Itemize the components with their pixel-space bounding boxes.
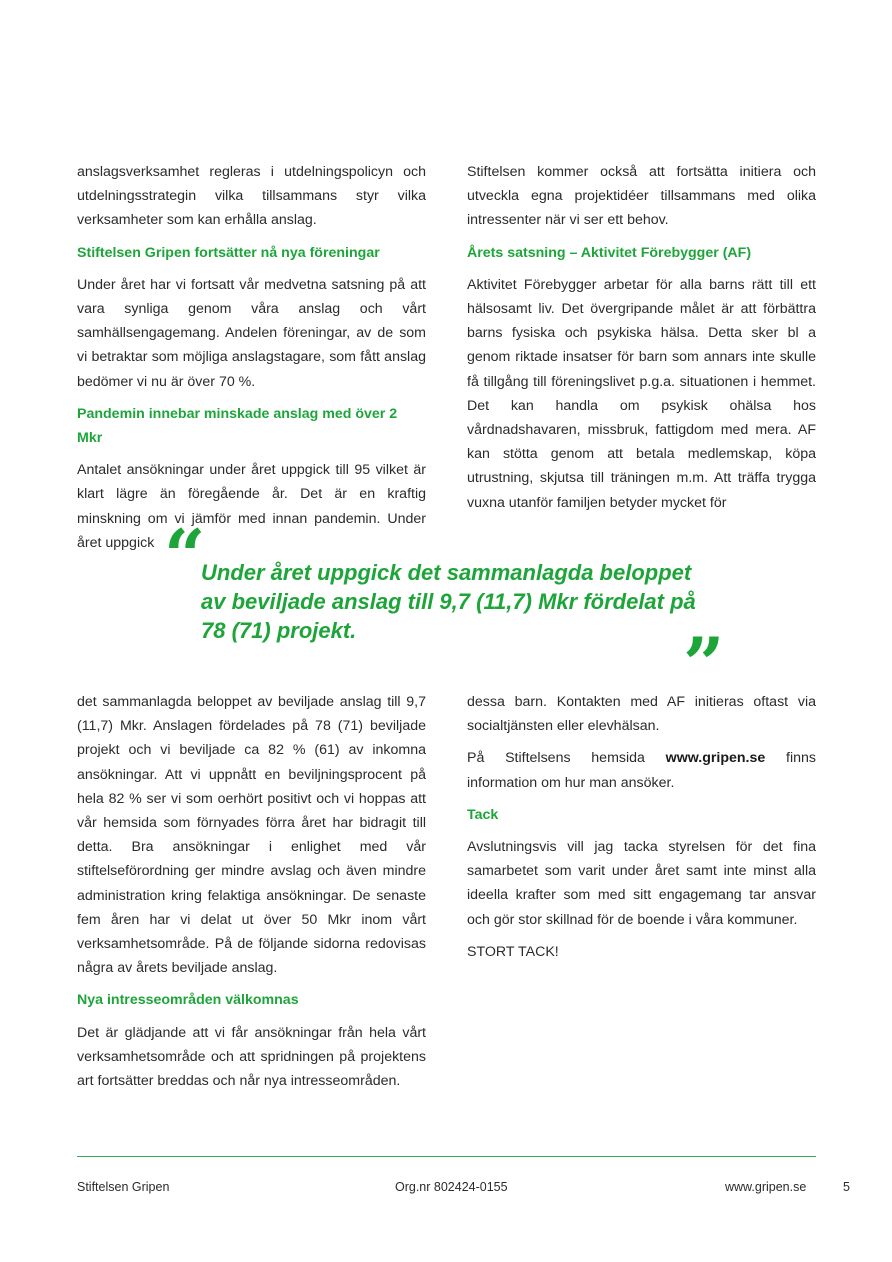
paragraph: Antalet ansökningar under året uppgick till 95 vilket är klart lägre än föregående år. Det är en kraftig minskning om vi jämför med innan pandemin. Under året uppgick — [77, 462, 426, 551]
footer-website: www.gripen.se — [725, 1180, 807, 1194]
section-heading: Nya intresseområden välkomnas — [77, 992, 299, 1009]
website-link[interactable]: www.gripen.se — [665, 750, 766, 767]
paragraph: Under året har vi fortsatt vår medvetna satsning på att vara synliga genom våra anslag och vårt samhällsengagemang. Andelen föreningar, av de som vi betraktar som möjliga anslagstagare, som fått anslag bedömer vi nu är över 70 %. — [77, 276, 426, 390]
pull-quote: Under året uppgick det sammanlagda beloppet av beviljade anslag till 9,7 (11,7) Mkr fördelat på 78 (71) projekt. — [201, 560, 696, 643]
paragraph: Aktivitet Förebygger arbetar för alla barns rätt till ett hälsosamt liv. Det övergripande målet är att förbättra barns fysiska och psykiska hälsa. Detta sker bl a genom riktade insatser för barn som annars inte skulle få tillgång till föreningslivet p.g.a. situationen i hemmet. Det kan handla om psykisk ohälsa hos vårdnadshavaren, missbruk, fattigdom med mera. AF kan stötta genom att betala medlemskap, köpa utrustning, skjutsa till träningen m.m. Att träffa trygga vuxna utanför familjen betyder mycket för — [467, 276, 816, 511]
paragraph: dessa barn. Kontakten med AF initieras oftast via socialtjänsten eller elevhälsan. — [467, 694, 816, 735]
column-3 — [77, 690, 426, 1101]
paragraph: det sammanlagda beloppet av beviljade anslag till 9,7 (11,7) Mkr. Anslagen fördelades på 78 (71) beviljade projekt och vi beviljade ca 82 % (61) av inkomna ansökningar. Att vi uppnått en beviljningsprocent på hela 82 % ser vi som oerhört positivt och vi hoppas att vår hemsida som förnyades förra året har bidragit till detta. Bra ansökningar i enlighet med vår stiftelseförordning ger mindre avslag och även mindre administration kring felaktiga ansökningar. De senaste fem åren har vi delat ut över 50 Mkr inom vårt verksamhetsområde. På de följande sidorna redovisas några av årets beviljade anslag. — [77, 694, 426, 977]
column-2 — [467, 160, 816, 523]
paragraph-text: finns information om hur man ansöker. — [467, 750, 816, 791]
paragraph: anslagsverksamhet regleras i utdelningspolicyn och utdelningsstrategin vilka tillsammans styr vilka verksamheter som kan erhålla anslag. — [77, 164, 426, 229]
paragraph: Stiftelsen kommer också att fortsätta initiera och utveckla egna projektidéer tillsammans med olika intressenter när vi ser ett behov. — [467, 164, 816, 229]
footer-divider — [77, 1156, 816, 1157]
footer-org-number: Org.nr 802424-0155 — [395, 1180, 508, 1194]
close-quote-icon: ” — [683, 621, 725, 706]
section-heading: Stiftelsen Gripen fortsätter nå nya föreningar — [77, 244, 380, 261]
section-heading: Pandemin innebar minskade anslag med över 2 Mkr — [77, 405, 398, 447]
paragraph: STORT TACK! — [467, 943, 559, 960]
paragraph-text: På Stiftelsens hemsida — [467, 750, 666, 767]
column-4 — [467, 690, 816, 972]
column-1 — [77, 160, 426, 563]
footer-org-name: Stiftelsen Gripen — [77, 1180, 170, 1194]
page-number: 5 — [843, 1180, 850, 1194]
section-heading: Årets satsning – Aktivitet Förebygger (AF) — [467, 244, 752, 261]
open-quote-icon: “ — [164, 513, 206, 598]
paragraph — [467, 746, 816, 794]
section-heading: Tack — [467, 806, 499, 823]
paragraph: Det är glädjande att vi får ansökningar från hela vårt verksamhetsområde och att spridningen på projektens art fortsätter breddas och når nya intresseområden. — [77, 1024, 426, 1090]
paragraph: Avslutningsvis vill jag tacka styrelsen för det fina samarbetet som varit under året samt inte minst alla ideella krafter som med sitt engagemang tar ansvar och gör stor skillnad för de boende i våra kommuner. — [467, 839, 816, 928]
